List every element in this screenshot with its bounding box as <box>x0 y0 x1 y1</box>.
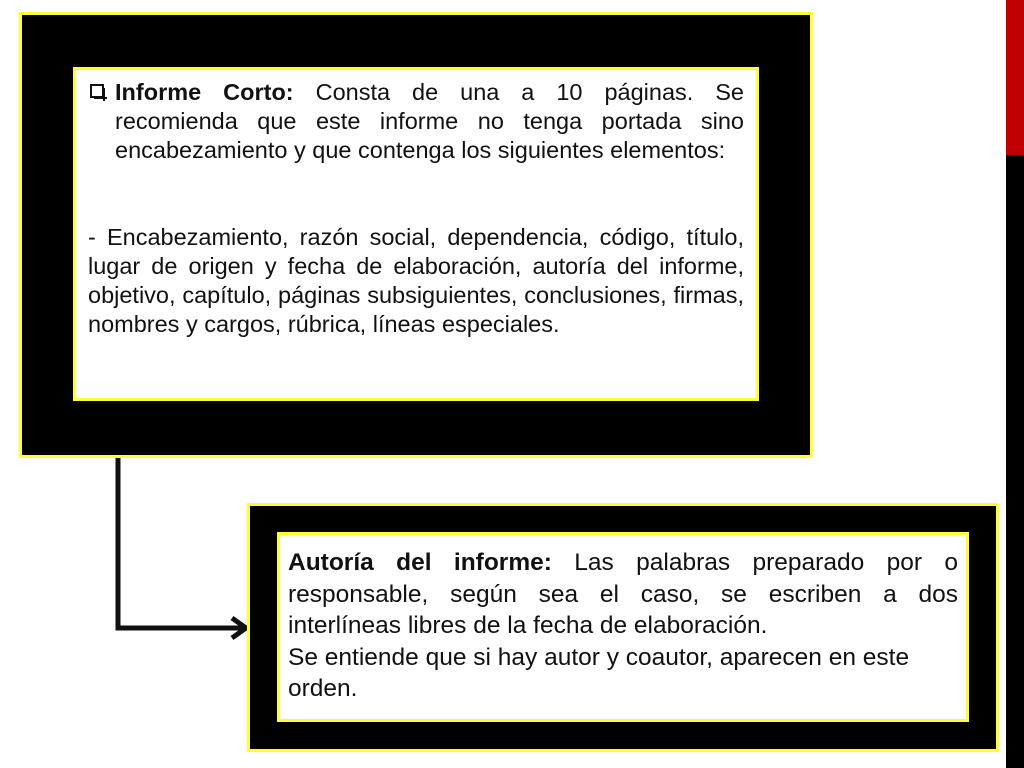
autoria-heading: Autoría del informe: <box>288 549 552 576</box>
coautor-paragraph: Se entiende que si hay autor y coautor, aparecen en este orden. <box>288 643 910 702</box>
informe-corto-description: Consta de una a 10 páginas. Se recomienda que este informe no tenga portada sino encabezamiento y que contenga los siguientes elementos: <box>115 79 744 163</box>
autoria-paragraph <box>288 547 958 642</box>
bottom-text-box <box>277 532 969 722</box>
informe-corto-heading: Informe Corto: <box>115 79 294 105</box>
autoria-description: Las palabras preparado por o responsable, según sea el caso, se escriben a dos interlíneas libres de la fecha de elaboración. <box>288 549 959 639</box>
elements-list: - Encabezamiento, razón social, dependencia, código, título, lugar de origen y fecha de elaboración, autoría del informe, objetivo, capítulo, páginas subsiguientes, conclusiones, firmas, nombres y cargos, rúbrica, líneas especiales. <box>88 224 744 337</box>
